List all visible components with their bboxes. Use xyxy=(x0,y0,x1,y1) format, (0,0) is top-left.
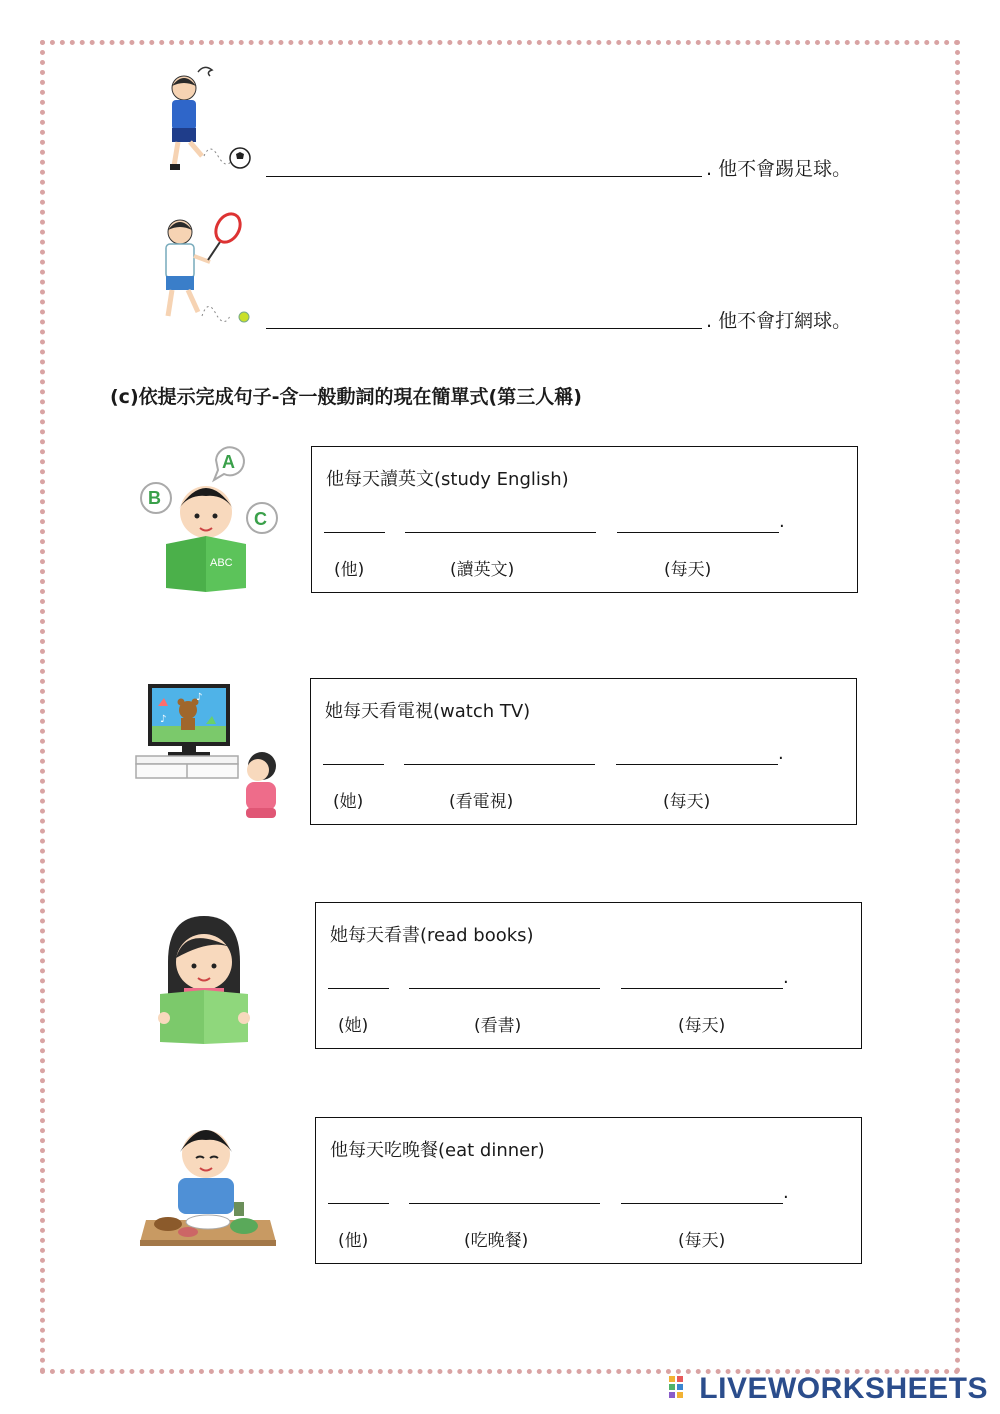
hint-verb-phrase: (吃晚餐) xyxy=(464,1231,529,1251)
answer-blank-subject[interactable] xyxy=(328,1203,389,1204)
hint-time: (每天) xyxy=(663,792,711,812)
exercise-prompt: 他每天吃晚餐(eat dinner) xyxy=(330,1140,545,1161)
hint-subject: (她) xyxy=(338,1016,369,1036)
svg-text:♪: ♪ xyxy=(196,692,203,703)
sentence-period: . xyxy=(783,1182,789,1203)
boy-eating-dinner-illustration xyxy=(138,1124,278,1249)
answer-blank-time[interactable] xyxy=(621,1203,783,1204)
svg-text:♪: ♪ xyxy=(160,714,167,725)
exercise-prompt: 她每天看電視(watch TV) xyxy=(325,701,531,722)
sentence-period: . xyxy=(779,511,785,532)
sentence-period: . xyxy=(783,967,789,988)
hint-subject: (他) xyxy=(334,560,365,580)
hint-subject: (他) xyxy=(338,1231,369,1251)
soccer-boy-illustration xyxy=(158,66,258,176)
hint-subject: (她) xyxy=(333,792,364,812)
hint-verb-phrase: (看書) xyxy=(474,1016,522,1036)
exercise-box xyxy=(315,902,862,1049)
exercise-prompt: 他每天讀英文(study English) xyxy=(326,469,569,490)
svg-text:A: A xyxy=(222,452,235,472)
section-c-heading: (c)依提示完成句子-含一般動詞的現在簡單式(第三人稱) xyxy=(110,386,582,408)
svg-text:B: B xyxy=(148,488,161,508)
answer-blank-time[interactable] xyxy=(616,764,778,765)
answer-blank-time[interactable] xyxy=(617,532,779,533)
liveworksheets-logo[interactable] xyxy=(669,1372,988,1406)
svg-text:ABC: ABC xyxy=(210,557,233,569)
answer-blank-subject[interactable] xyxy=(328,988,389,989)
exercise-box xyxy=(311,446,858,593)
hint-verb-phrase: (看電視) xyxy=(449,792,514,812)
caption-tennis: . 他不會打網球。 xyxy=(706,310,852,332)
liveworksheets-icon xyxy=(669,1376,693,1402)
boy-reading-illustration xyxy=(136,438,286,593)
answer-line[interactable] xyxy=(266,328,702,329)
sentence-period: . xyxy=(778,743,784,764)
answer-blank-verb-phrase[interactable] xyxy=(404,764,595,765)
hint-time: (每天) xyxy=(664,560,712,580)
answer-blank-verb-phrase[interactable] xyxy=(405,532,596,533)
answer-line[interactable] xyxy=(266,176,702,177)
exercise-box xyxy=(310,678,857,825)
tennis-boy-illustration xyxy=(158,212,258,327)
caption-soccer: . 他不會踢足球。 xyxy=(706,158,852,180)
hint-verb-phrase: (讀英文) xyxy=(450,560,515,580)
answer-blank-subject[interactable] xyxy=(324,532,385,533)
answer-blank-time[interactable] xyxy=(621,988,783,989)
answer-blank-verb-phrase[interactable] xyxy=(409,988,600,989)
svg-text:C: C xyxy=(254,509,267,529)
hint-time: (每天) xyxy=(678,1231,726,1251)
girl-reading-book-illustration xyxy=(156,912,251,1047)
hint-time: (每天) xyxy=(678,1016,726,1036)
liveworksheets-wordmark: LIVEWORKSHEETS xyxy=(699,1372,988,1405)
answer-blank-verb-phrase[interactable] xyxy=(409,1203,600,1204)
answer-blank-subject[interactable] xyxy=(323,764,384,765)
girl-watching-tv-illustration xyxy=(132,680,282,825)
exercise-prompt: 她每天看書(read books) xyxy=(330,925,534,946)
exercise-box xyxy=(315,1117,862,1264)
